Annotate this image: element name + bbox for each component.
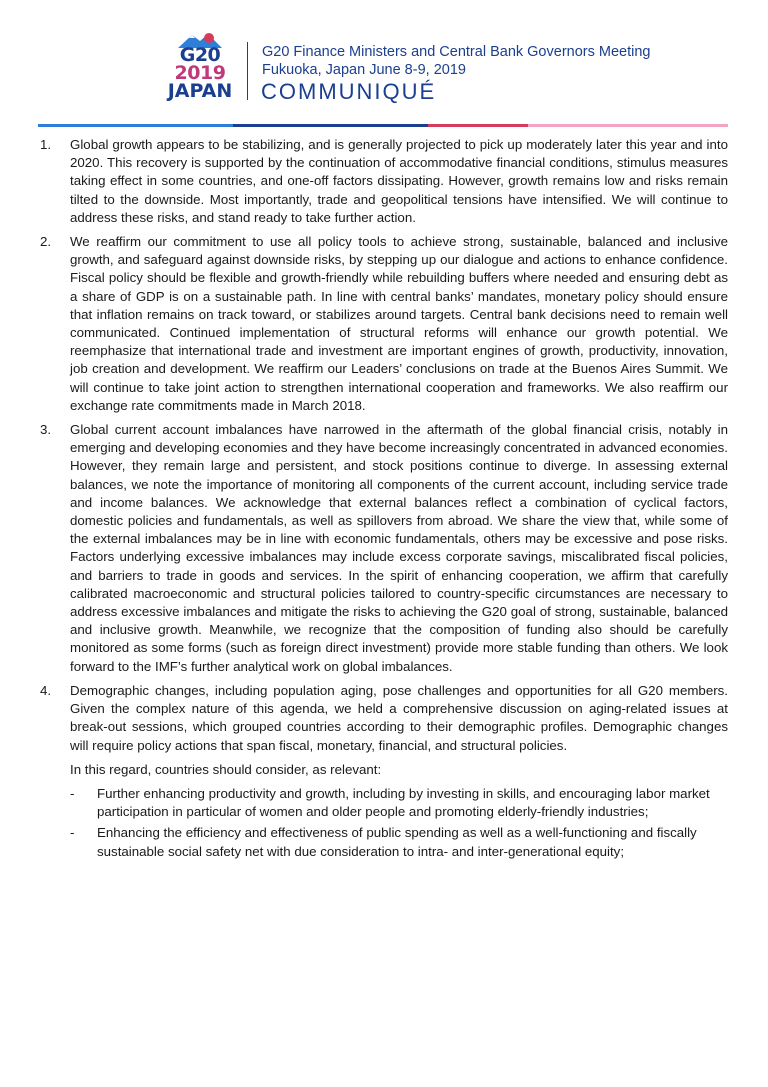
paragraph-4-intro: In this regard, countries should consider, as relevant: (70, 761, 382, 777)
document-heading: COMMUNIQUÉ (261, 79, 437, 104)
paragraph-number: 2. (40, 234, 52, 250)
bullet-dash: - (70, 785, 75, 801)
bullet-dash: - (70, 825, 75, 841)
paragraph-text: Global growth appears to be stabilizing, and is generally projected to pick up moderately later this year and into 2020. This recovery is supported by the continuation of accommodative financial conditions, stimulus measures taking effect in some countries, and one-off factors dissipating. However, growth remains low and risks remain tilted to the downside. Most importantly, trade and geopolitical tensions have intensified. We will continue to address these risks, and stand ready to take further action. (70, 137, 728, 225)
paragraph-3 (38, 421, 728, 676)
paragraph-2 (38, 233, 728, 415)
header-divider (247, 42, 248, 100)
meeting-location-date: Fukuoka, Japan June 8-9, 2019 (262, 62, 466, 78)
communique-header (0, 0, 768, 130)
paragraph-number: 4. (40, 682, 52, 698)
header-stripe-blue (38, 124, 233, 127)
header-stripe-pink (528, 124, 728, 127)
header-stripe-navy (233, 124, 428, 127)
communique-body (38, 136, 728, 864)
list-item (38, 785, 728, 821)
meeting-title: G20 Finance Ministers and Central Bank Governors Meeting (262, 44, 651, 60)
paragraph-4 (38, 682, 728, 755)
paragraph-text: We reaffirm our commitment to use all policy tools to achieve strong, sustainable, balanced and inclusive growth, and safeguard against downside risks, by stepping up our dialogue and actions to enhance confidence. Fiscal policy should be flexible and growth-friendly while rebuilding buffers where needed and ensuring debt as a share of GDP is on a sustainable path. In line with central banks’ mandates, monetary policy should ensure that inflation remains on track toward, or stabilizes around targets. Central bank decisions need to remain well communicated. Continued implementation of structural reforms will enhance our growth potential. We reemphasize that international trade and investment are important engines of growth, productivity, innovation, job creation and development. We reaffirm our Leaders’ conclusions on trade at the Buenos Aires Summit. We will continue to take joint action to strengthen international cooperation and frameworks. We also reaffirm our exchange rate commitments made in March 2018. (70, 234, 728, 413)
bullet-text: Further enhancing productivity and growth, including by investing in skills, and encouraging labor market participation in particular of women and older people and promoting elderly-friendly industries; (97, 785, 710, 820)
paragraph-number: 3. (40, 422, 52, 438)
paragraph-text: Global current account imbalances have narrowed in the aftermath of the global financial crisis, notably in emerging and developing economies and they have become increasingly concentrated in advanced economies. However, they remain large and persistent, and stock positions continue to diverge. In assessing external balances, we note the importance of monitoring all components of the current account, including service trade and income balances. We acknowledge that external balances reflect a combination of cyclical factors, domestic policies and fundamentals, as well as spillovers from abroad. We share the view that, while some of the external imbalances may be in line with economic fundamentals, others may be excessive and pose risks. Factors underlying excessive imbalances may include excess corporate savings, miscalibrated fiscal policies, and barriers to trade in goods and services. In the spirit of enhancing cooperation, we affirm that carefully calibrated macroeconomic and structural policies tailored to country-specific circumstances are necessary to address excessive imbalances and mitigate the risks to achieving the G20 goal of strong, sustainable, balanced and inclusive growth. Meanwhile, we recognize that the composition of funding also should be carefully monitored as some forms (such as foreign direct investment) provide more stable funding than others. We look forward to the IMF’s further analytical work on global imbalances. (70, 422, 728, 674)
paragraph-text: Demographic changes, including population aging, pose challenges and opportunities for all G20 members. Given the complex nature of this agenda, we held a comprehensive discussion on aging-related issues at break-out sessions, which grouped countries according to their demographic profiles. Demographic changes will require policy actions that span fiscal, monetary, financial, and structural policies. (70, 682, 728, 753)
g20-japan-logo (160, 32, 240, 102)
header-stripe-red (428, 124, 528, 127)
bullet-text: Enhancing the efficiency and effectiveness of public spending as well as a well-functioning and fiscally sustainable social safety net with due consideration to intra- and inter-generational equity; (97, 825, 697, 859)
list-item (38, 824, 728, 860)
logo-text-2019: 2019 (174, 62, 226, 84)
logo-text-g20: G20 (179, 44, 221, 66)
logo-text-japan: JAPAN (167, 80, 233, 102)
paragraph-number: 1. (40, 137, 52, 152)
paragraph-1 (38, 136, 728, 227)
